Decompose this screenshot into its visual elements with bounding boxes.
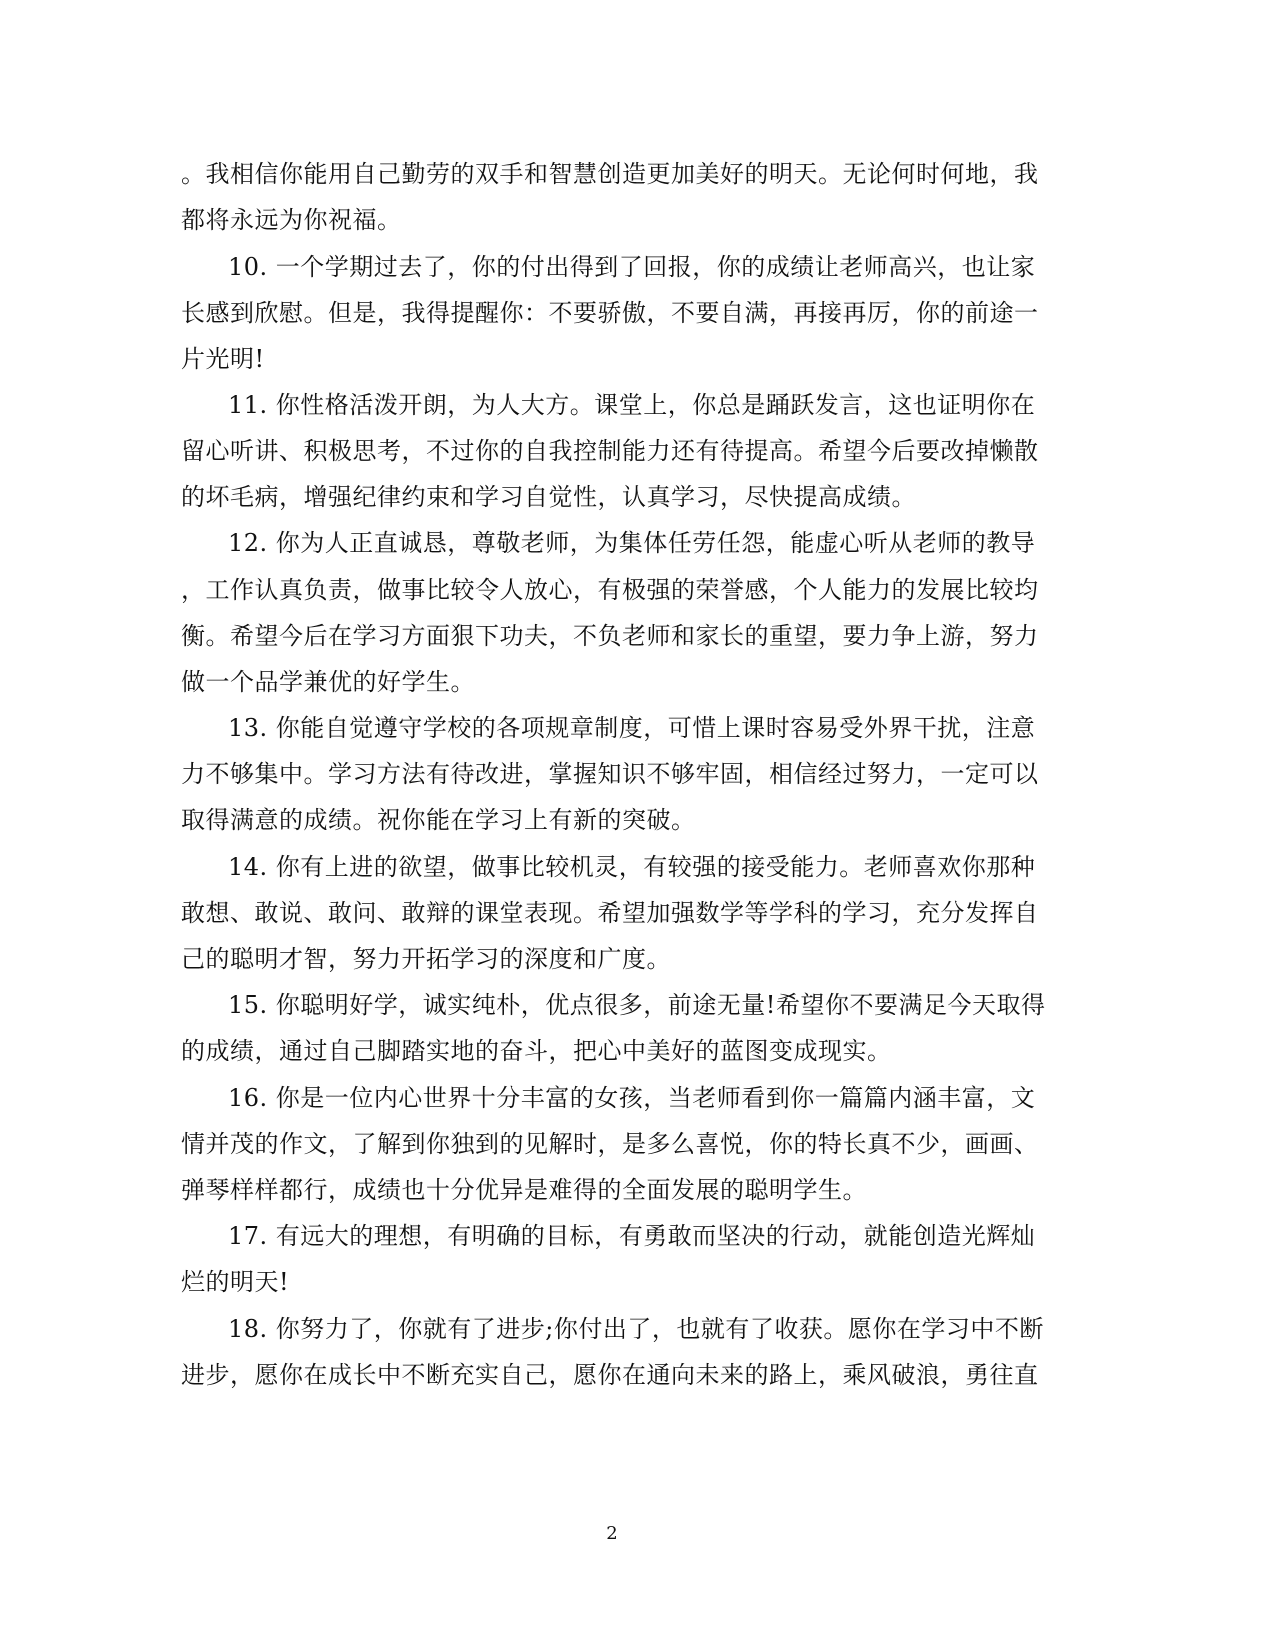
text-line: 情并茂的作文，了解到你独到的见解时，是多么喜悦，你的特长真不少，画画、 bbox=[181, 1130, 1039, 1158]
text-line: 14. 你有上进的欲望，做事比较机灵，有较强的接受能力。老师喜欢你那种 bbox=[228, 853, 1036, 881]
text-line: 10. 一个学期过去了，你的付出得到了回报，你的成绩让老师高兴，也让家 bbox=[228, 253, 1036, 281]
text-line: 16. 你是一位内心世界十分丰富的女孩，当老师看到你一篇篇内涵丰富，文 bbox=[228, 1084, 1036, 1112]
text-line: 17. 有远大的理想，有明确的目标，有勇敢而坚决的行动，就能创造光辉灿 bbox=[228, 1222, 1036, 1250]
text-line: 力不够集中。学习方法有待改进，掌握知识不够牢固，相信经过努力，一定可以 bbox=[181, 760, 1039, 788]
text-line: 烂的明天! bbox=[181, 1268, 290, 1296]
text-line: 长感到欣慰。但是，我得提醒你：不要骄傲，不要自满，再接再厉，你的前途一 bbox=[181, 299, 1039, 327]
text-line: 12. 你为人正直诚恳，尊敬老师，为集体任劳任怨，能虚心听从老师的教导 bbox=[228, 529, 1036, 557]
text-line: 11. 你性格活泼开朗，为人大方。课堂上，你总是踊跃发言，这也证明你在 bbox=[228, 391, 1036, 419]
text-line: ，工作认真负责，做事比较令人放心，有极强的荣誉感，个人能力的发展比较均 bbox=[181, 576, 1039, 604]
text-line: 留心听讲、积极思考，不过你的自我控制能力还有待提高。希望今后要改掉懒散 bbox=[181, 437, 1039, 465]
text-line: 己的聪明才智，努力开拓学习的深度和广度。 bbox=[181, 945, 671, 973]
text-line: 13. 你能自觉遵守学校的各项规章制度，可惜上课时容易受外界干扰，注意 bbox=[228, 714, 1036, 742]
text-line: 弹琴样样都行，成绩也十分优异是难得的全面发展的聪明学生。 bbox=[181, 1176, 867, 1204]
page-number: 2 bbox=[606, 1523, 618, 1544]
text-line: 15. 你聪明好学，诚实纯朴，优点很多，前途无量!希望你不要满足今天取得 bbox=[228, 991, 1046, 1019]
text-line: 的成绩，通过自己脚踏实地的奋斗，把心中美好的蓝图变成现实。 bbox=[181, 1037, 892, 1065]
text-line: 18. 你努力了，你就有了进步;你付出了，也就有了收获。愿你在学习中不断 bbox=[228, 1315, 1044, 1343]
text-line: 进步，愿你在成长中不断充实自己，愿你在通向未来的路上，乘风破浪，勇往直 bbox=[181, 1361, 1039, 1389]
text-line: 敢想、敢说、敢问、敢辩的课堂表现。希望加强数学等学科的学习，充分发挥自 bbox=[181, 899, 1039, 927]
text-line: 的坏毛病，增强纪律约束和学习自觉性，认真学习，尽快提高成绩。 bbox=[181, 483, 916, 511]
text-line: 都将永远为你祝福。 bbox=[181, 206, 402, 234]
text-line: 。我相信你能用自己勤劳的双手和智慧创造更加美好的明天。无论何时何地，我 bbox=[181, 160, 1039, 188]
text-line: 片光明! bbox=[181, 345, 265, 373]
text-line: 衡。希望今后在学习方面狠下功夫，不负老师和家长的重望，要力争上游，努力 bbox=[181, 622, 1039, 650]
text-line: 取得满意的成绩。祝你能在学习上有新的突破。 bbox=[181, 806, 696, 834]
text-line: 做一个品学兼优的好学生。 bbox=[181, 668, 475, 696]
